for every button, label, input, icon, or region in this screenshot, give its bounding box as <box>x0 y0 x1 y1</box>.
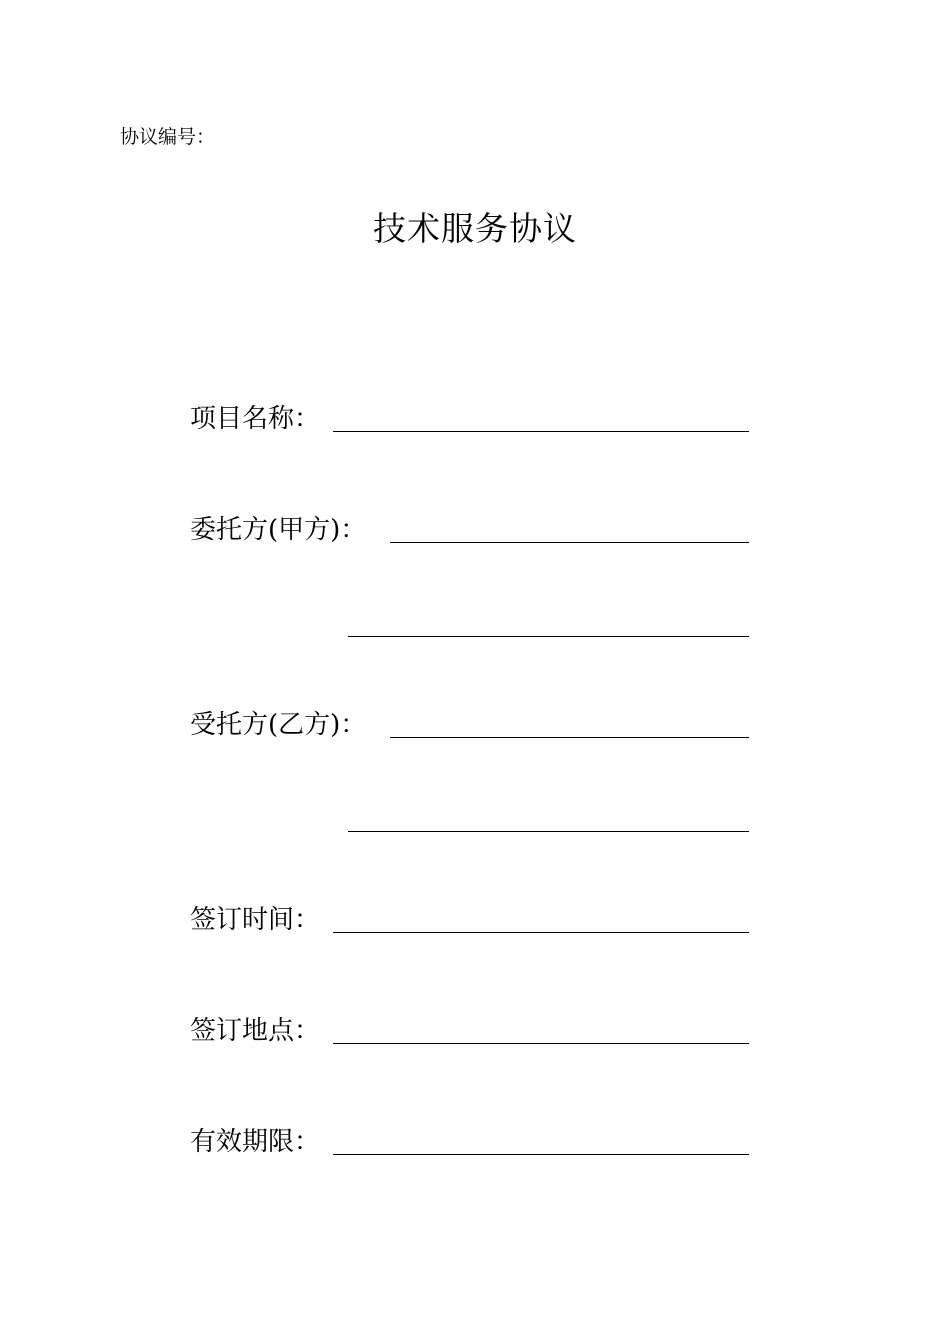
sign-date-field[interactable] <box>333 932 749 933</box>
sign-place-label: 签订地点： <box>190 1016 321 1046</box>
party-b-field[interactable] <box>390 737 749 738</box>
agreement-number-label: 协议编号： <box>120 126 216 148</box>
party-a-field-continued[interactable] <box>348 636 749 637</box>
validity-field[interactable] <box>333 1154 749 1155</box>
party-b-field-continued[interactable] <box>348 831 749 832</box>
sign-place-field[interactable] <box>333 1043 749 1044</box>
page-title: 技术服务协议 <box>373 209 577 248</box>
project-name-field[interactable] <box>333 431 749 432</box>
party-a-field[interactable] <box>390 542 749 543</box>
project-name-label: 项目名称： <box>190 404 321 434</box>
sign-date-label: 签订时间： <box>190 905 321 935</box>
validity-label: 有效期限： <box>190 1127 321 1157</box>
party-b-label: 受托方(乙方)： <box>190 710 367 740</box>
party-a-label: 委托方(甲方)： <box>190 515 367 545</box>
